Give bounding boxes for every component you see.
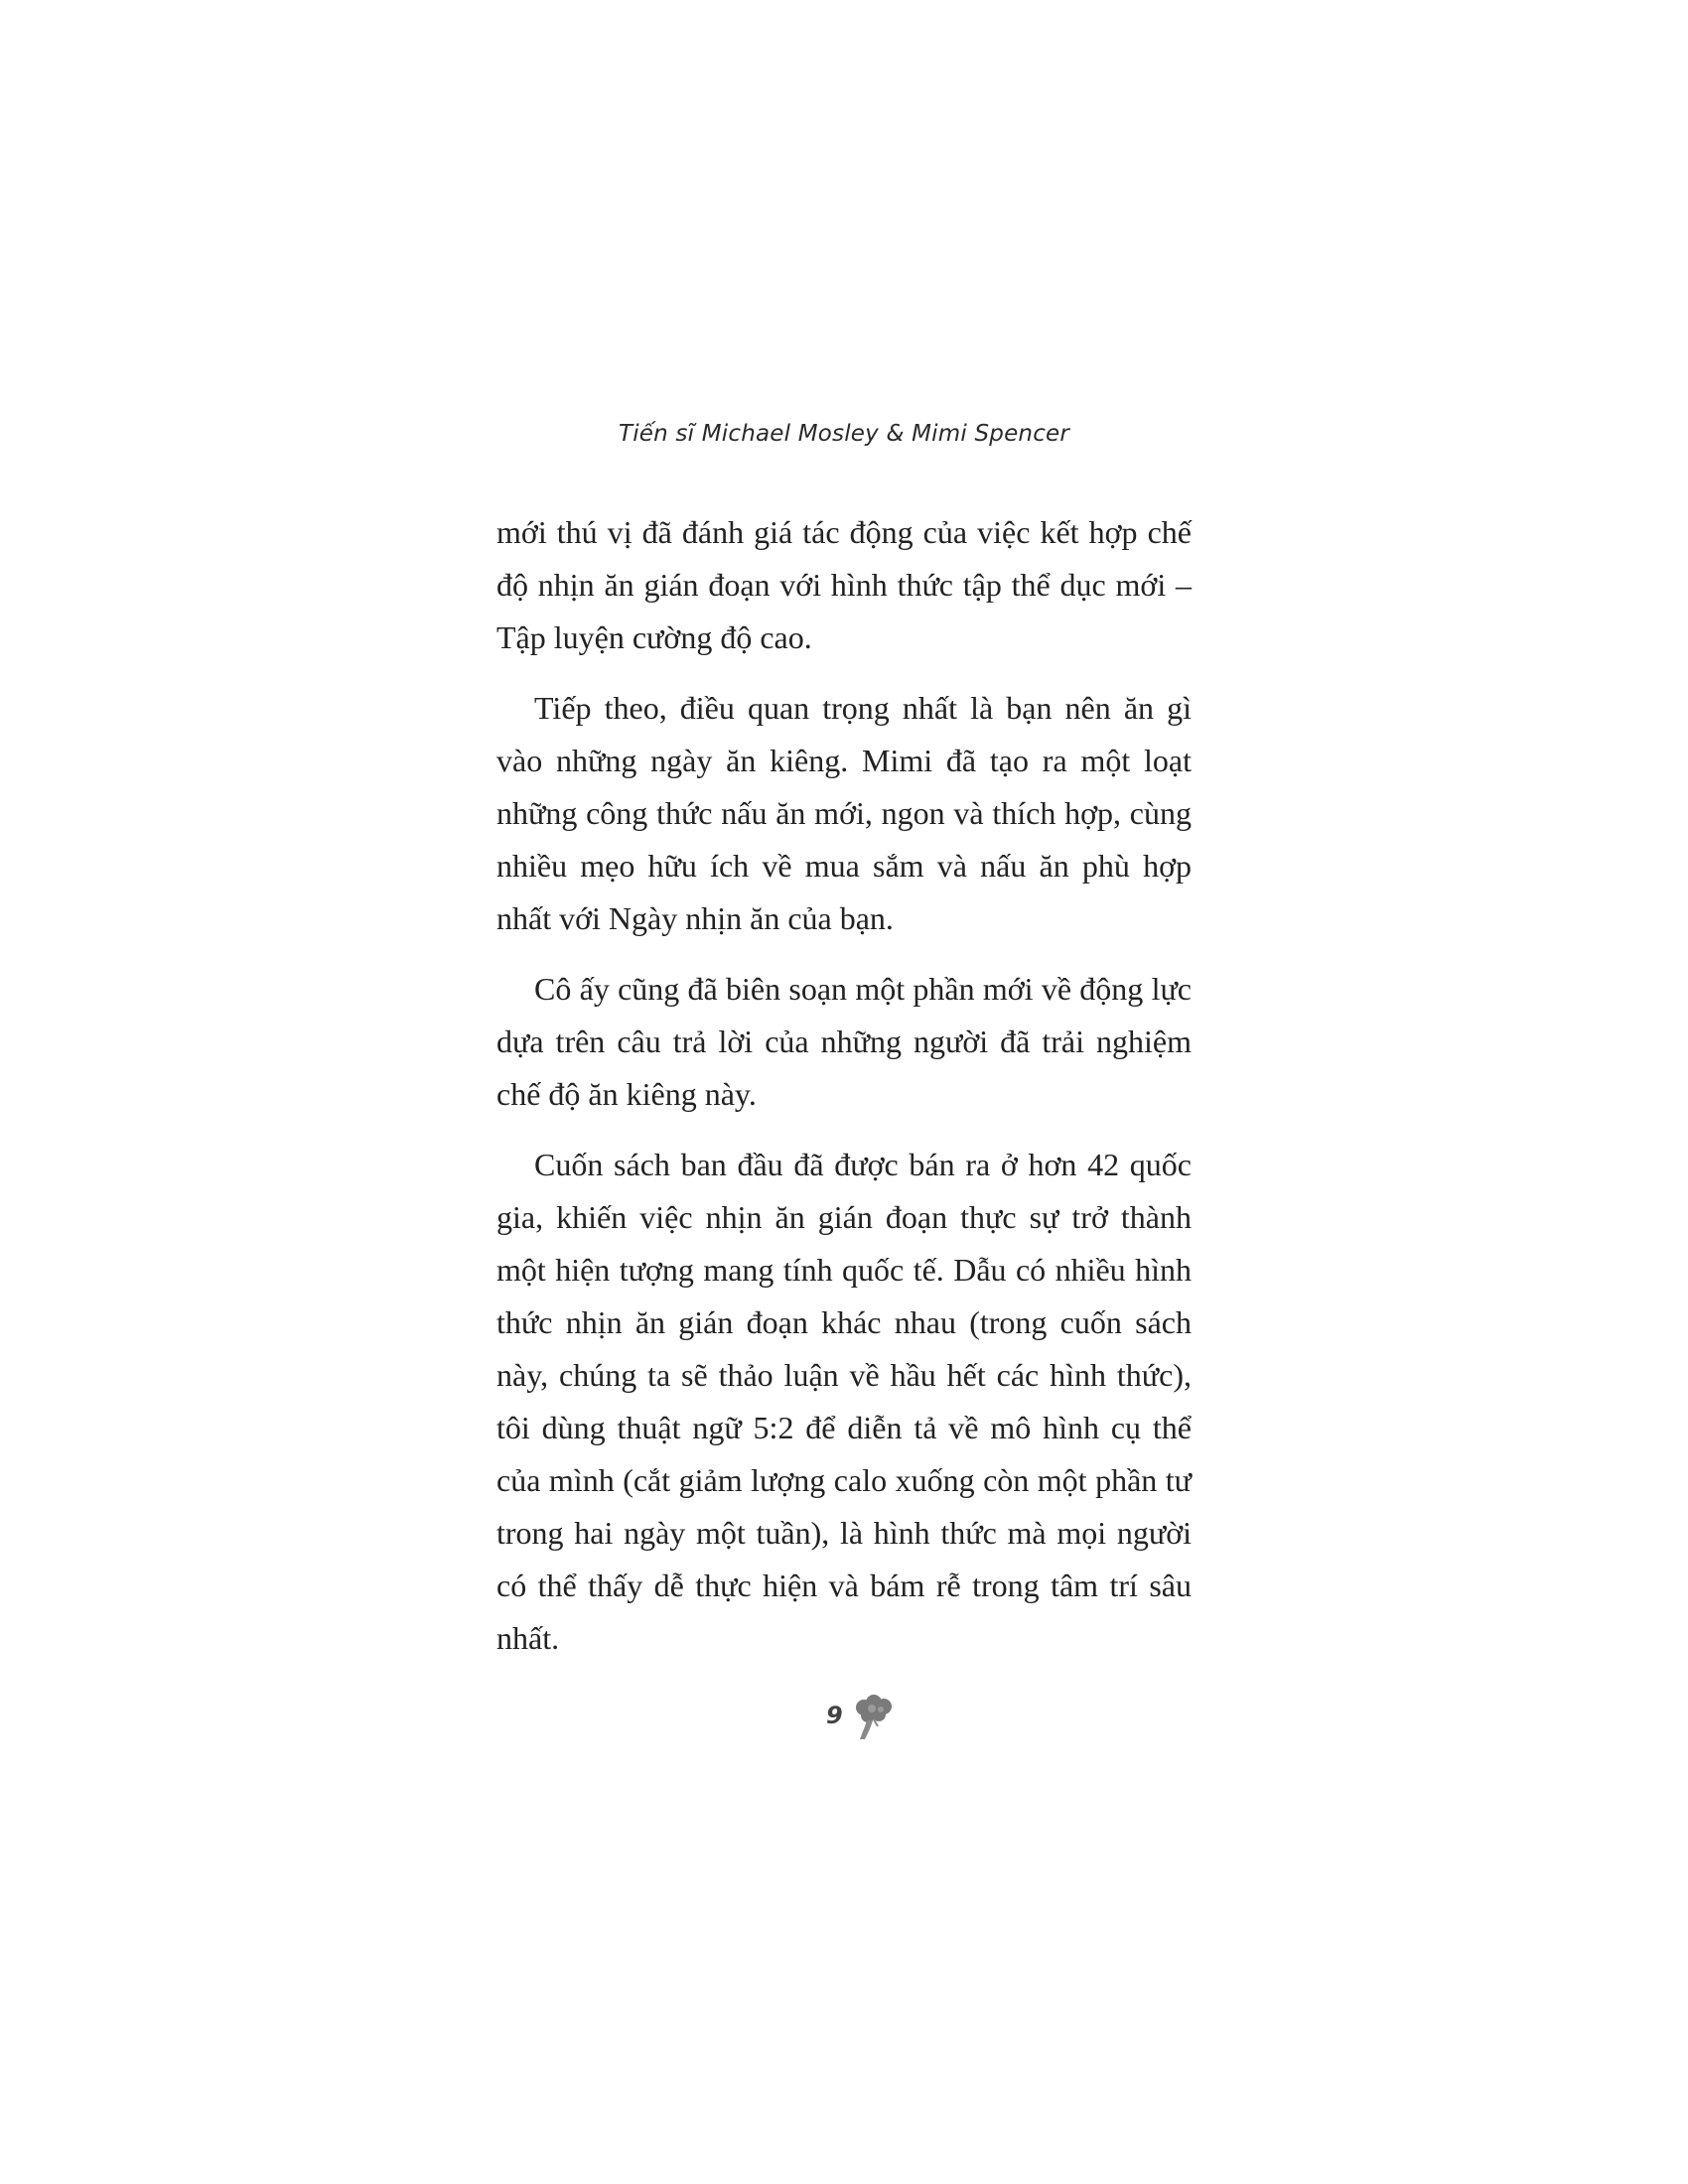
paragraph-continued: mới thú vị đã đánh giá tác động của việc kết hợp chế độ nhịn ăn gián đoạn với hình thức tập thể dục mới – Tập luyện cường độ cao. [496,514,1192,655]
page-number: 9 [826,1702,843,1729]
running-header: Tiến sĩ Michael Mosley & Mimi Spencer [618,421,1070,447]
folio [812,1694,912,1753]
paragraph: Cô ấy cũng đã biên soạn một phần mới về động lực dựa trên câu trả lời của những người đã trải nghiệm chế độ ăn kiêng này. [496,971,1192,1112]
paragraph: Cuốn sách ban đầu đã được bán ra ở hơn 42 quốc gia, khiến việc nhịn ăn gián đoạn thực sự trở thành một hiện tượng mang tính quốc tế. Dẫu có nhiều hình thức nhịn ăn gián đoạn khác nhau (trong cuốn sách này, chúng ta sẽ thảo luận về hầu hết các hình thức), tôi dùng thuật ngữ 5:2 để diễn tả về mô hình cụ thể của mình (cắt giảm lượng calo xuống còn một phần tư trong hai ngày một tuần), là hình thức mà mọi người có thể thấy dễ thực hiện và bám rễ trong tâm trí sâu nhất. [496,1147,1192,1656]
body-text [496,506,1192,1683]
broccoli-icon [852,1694,896,1743]
paragraph: Tiếp theo, điều quan trọng nhất là bạn nên ăn gì vào những ngày ăn kiêng. Mimi đã tạo ra một loạt những công thức nấu ăn mới, ngon và thích hợp, cùng nhiều mẹo hữu ích về mua sắm và nấu ăn phù hợp nhất với Ngày nhịn ăn của bạn. [496,690,1192,936]
